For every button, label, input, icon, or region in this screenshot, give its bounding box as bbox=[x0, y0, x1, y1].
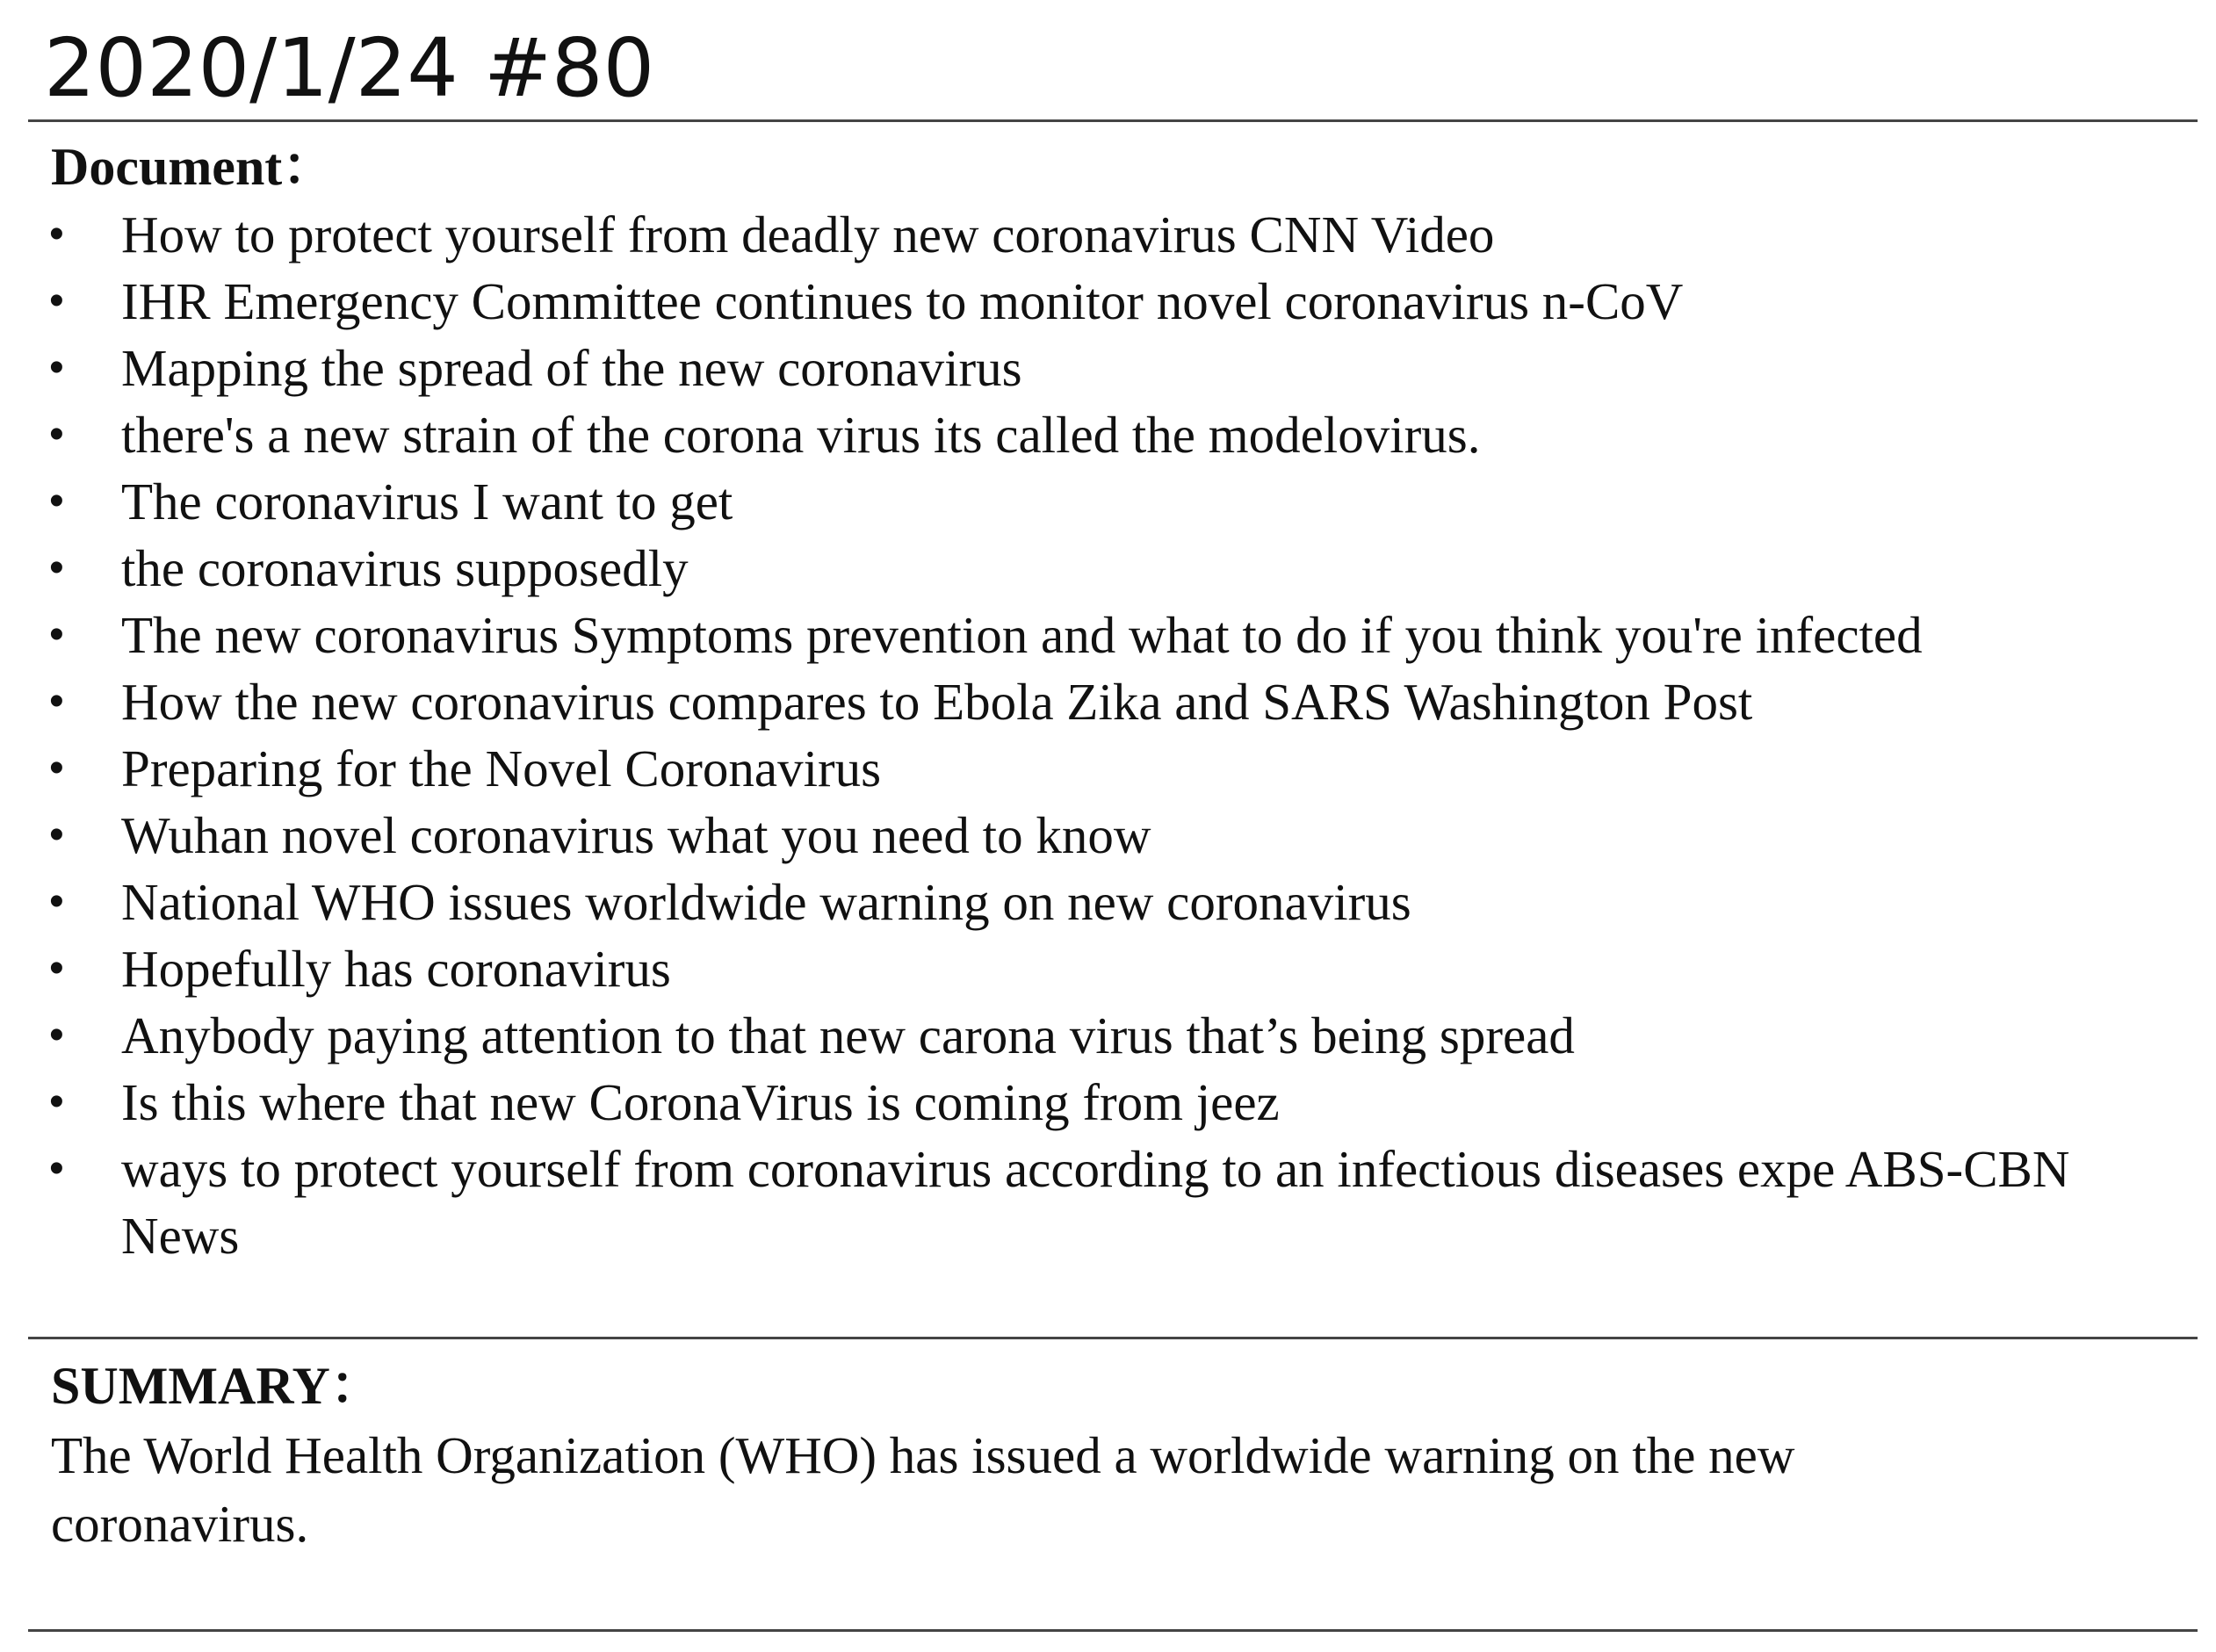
list-item bbox=[0, 201, 2178, 268]
list-item-text: the coronavirus supposedly bbox=[121, 539, 689, 597]
bullet-icon: • bbox=[49, 878, 64, 925]
list-item bbox=[0, 602, 2178, 668]
top-divider bbox=[28, 119, 2198, 122]
list-item-text: there's a new strain of the corona virus its called the modelovirus. bbox=[121, 406, 1481, 464]
bullet-icon: • bbox=[49, 344, 64, 391]
list-item bbox=[0, 1069, 2178, 1136]
list-item-text: Is this where that new CoronaVirus is coming from jeez bbox=[121, 1073, 1280, 1131]
list-item bbox=[0, 1002, 2178, 1069]
summary-text: The World Health Organization (WHO) has issued a worldwide warning on the new coronavirus. bbox=[51, 1426, 1795, 1553]
list-item bbox=[0, 1136, 2178, 1269]
list-item-text: How to protect yourself from deadly new coronavirus CNN Video bbox=[121, 206, 1495, 263]
bullet-icon: • bbox=[49, 611, 64, 658]
list-item bbox=[0, 802, 2178, 869]
list-item bbox=[0, 935, 2178, 1002]
list-item-text: The new coronavirus Symptoms prevention and what to do if you think you're infected bbox=[121, 606, 1923, 664]
list-item bbox=[0, 401, 2178, 468]
list-item-text: ways to protect yourself from coronavirus according to an infectious diseases expe ABS-CBN News bbox=[121, 1140, 2070, 1265]
list-item-text: IHR Emergency Committee continues to monitor novel coronavirus n-CoV bbox=[121, 272, 1684, 330]
list-item-text: National WHO issues worldwide warning on new coronavirus bbox=[121, 873, 1411, 931]
list-item bbox=[0, 535, 2178, 602]
document-list bbox=[0, 201, 2178, 1269]
list-item bbox=[0, 468, 2178, 535]
bullet-icon: • bbox=[49, 478, 64, 524]
bullet-icon: • bbox=[49, 678, 64, 725]
bullet-icon: • bbox=[49, 545, 64, 591]
bullet-icon: • bbox=[49, 745, 64, 791]
summary-heading: SUMMARY： bbox=[51, 1357, 383, 1415]
list-item bbox=[0, 869, 2178, 935]
bottom-divider bbox=[28, 1629, 2198, 1632]
bullet-icon: • bbox=[49, 812, 64, 858]
bullet-icon: • bbox=[49, 211, 64, 257]
bullet-icon: • bbox=[49, 1145, 64, 1192]
list-item-text: Mapping the spread of the new coronavirus bbox=[121, 339, 1022, 397]
bullet-icon: • bbox=[49, 411, 64, 458]
list-item bbox=[0, 668, 2178, 735]
list-item bbox=[0, 268, 2178, 335]
bullet-icon: • bbox=[49, 1012, 64, 1058]
list-item bbox=[0, 735, 2178, 802]
list-item bbox=[0, 335, 2178, 401]
bullet-icon: • bbox=[49, 278, 64, 324]
list-item-text: Anybody paying attention to that new carona virus that’s being spread bbox=[121, 1006, 1575, 1064]
document-heading: Document： bbox=[51, 138, 336, 196]
bullet-icon: • bbox=[49, 1078, 64, 1125]
middle-divider bbox=[28, 1337, 2198, 1339]
list-item-text: How the new coronavirus compares to Ebola Zika and SARS Washington Post bbox=[121, 673, 1753, 731]
list-item-text: Wuhan novel coronavirus what you need to know bbox=[121, 806, 1151, 864]
list-item-text: Preparing for the Novel Coronavirus bbox=[121, 739, 882, 797]
page-title: 2020/1/24 #80 bbox=[44, 21, 655, 115]
list-item-text: Hopefully has coronavirus bbox=[121, 940, 671, 998]
list-item-text: The coronavirus I want to get bbox=[121, 473, 733, 530]
bullet-icon: • bbox=[49, 945, 64, 992]
